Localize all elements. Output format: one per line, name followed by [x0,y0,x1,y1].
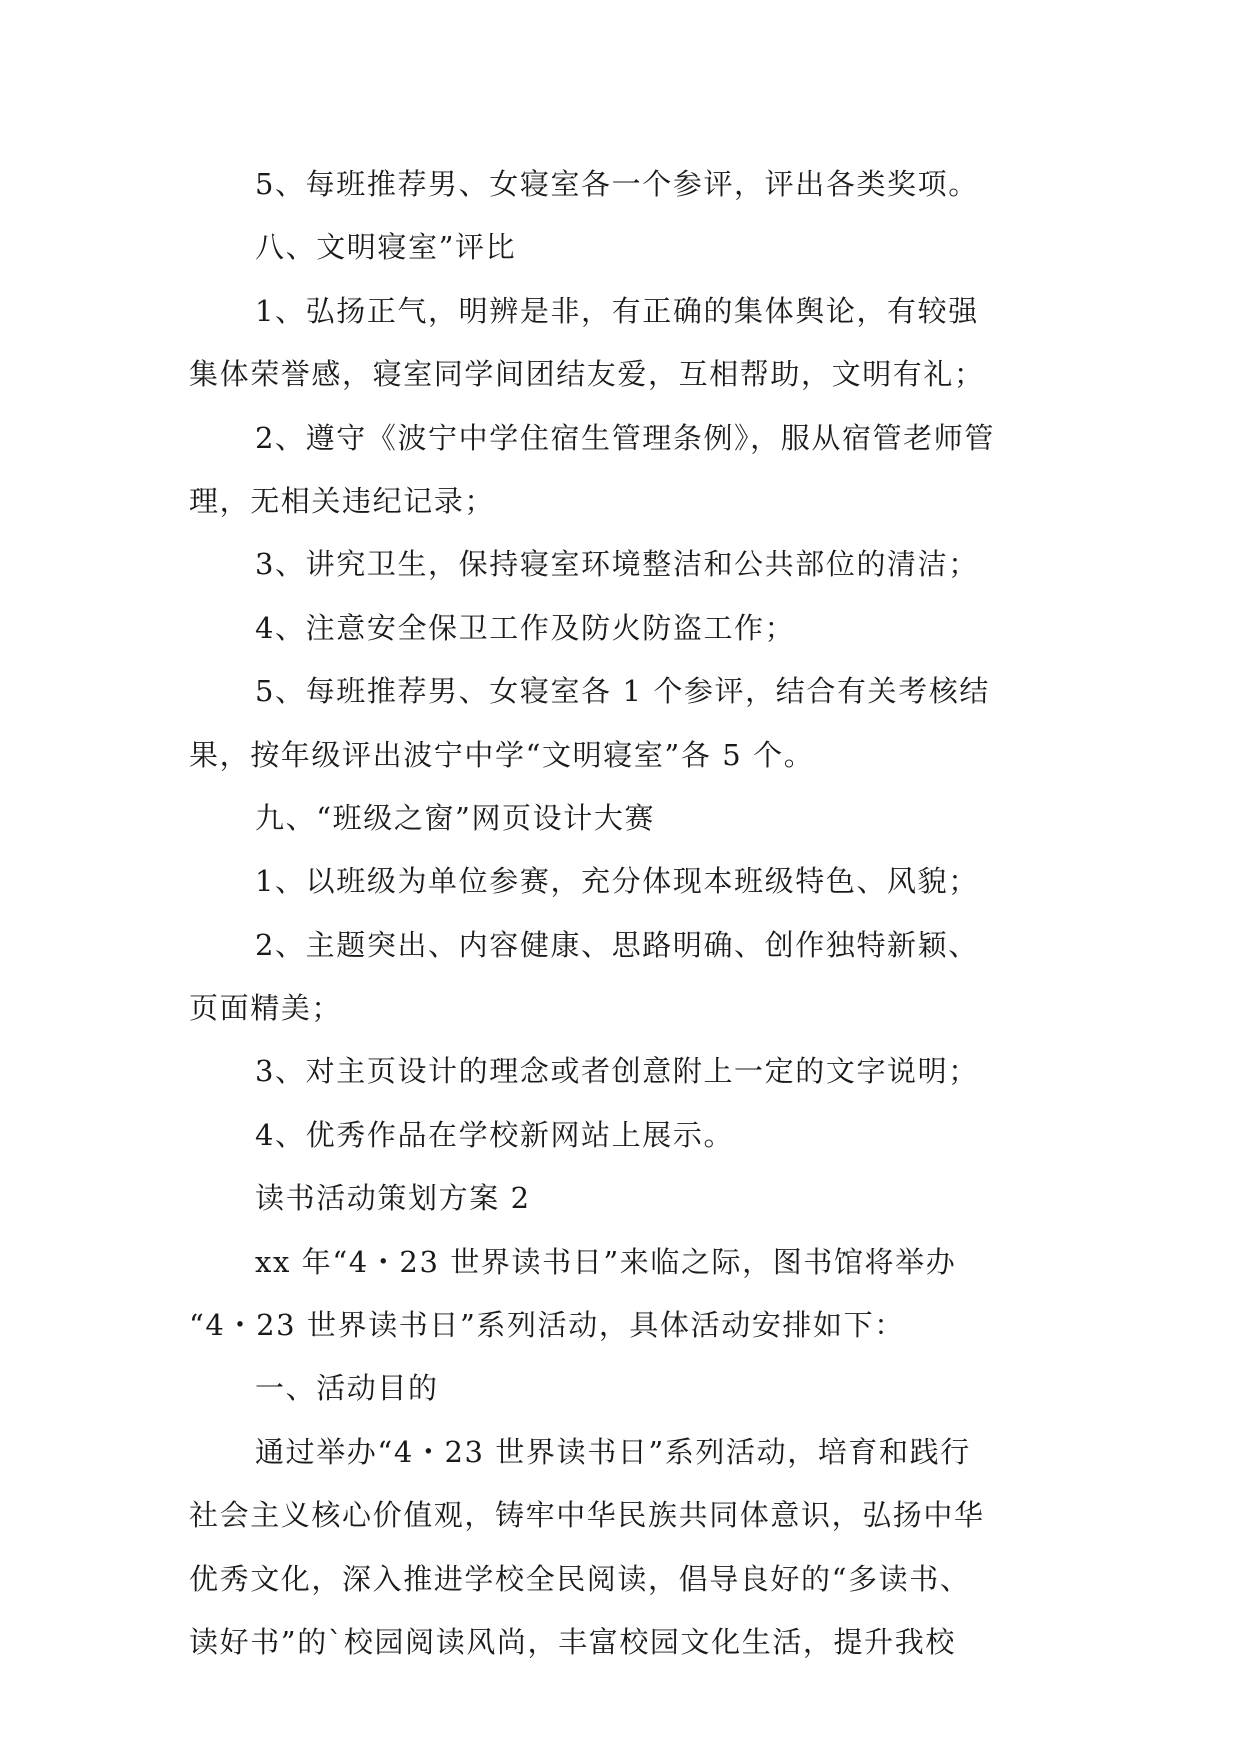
paragraph-line: 3、讲究卫生，保持寝室环境整洁和公共部位的清洁； [255,547,979,582]
paragraph-line: 4、注意安全保卫工作及防火防盗工作； [255,610,796,645]
paragraph-line: 优秀文化，深入推进学校全民阅读，倡导良好的“多读书、 [189,1561,971,1596]
paragraph-line: 2、遵守《波宁中学住宿生管理条例》，服从宿管老师管 [255,420,995,455]
section-heading: 八、文明寝室”评比 [255,230,517,265]
paragraph-line: 1、以班级为单位参赛，充分体现本班级特色、风貌； [255,864,979,899]
section-heading: 一、活动目的 [255,1371,439,1406]
document-subtitle: 读书活动策划方案 2 [255,1181,531,1216]
paragraph-line: 社会主义核心价值观，铸牢中华民族共同体意识，弘扬中华 [189,1498,985,1533]
paragraph-line: 通过举办“4・23 世界读书日”系列活动，培育和践行 [255,1434,971,1469]
section-heading: 九、“班级之窗”网页设计大赛 [255,800,656,835]
paragraph-line: 4、优秀作品在学校新网站上展示。 [255,1117,735,1152]
paragraph-line: 5、每班推荐男、女寝室各一个参评，评出各类奖项。 [255,167,979,201]
paragraph-line: 理，无相关违纪记录； [189,483,496,518]
paragraph-line: 集体荣誉感，寝室同学间团结友爱，互相帮助，文明有礼； [189,357,985,392]
paragraph-line: 读好书”的`校园阅读风尚，丰富校园文化生活，提升我校 [189,1624,956,1659]
document-body [189,153,1055,1674]
paragraph-line: “4・23 世界读书日”系列活动，具体活动安排如下： [189,1308,905,1343]
paragraph-line: 2、主题突出、内容健康、思路明确、创作独特新颖、 [255,927,979,962]
paragraph-line: 1、弘扬正气，明辨是非，有正确的集体舆论，有较强 [255,293,979,328]
paragraph-line: 5、每班推荐男、女寝室各 1 个参评，结合有关考核结 [255,674,990,709]
paragraph-line: 页面精美； [189,991,343,1026]
paragraph-line: xx 年“4・23 世界读书日”来临之际，图书馆将举办 [255,1244,957,1279]
paragraph-line: 果，按年级评出波宁中学“文明寝室”各 5 个。 [189,737,815,772]
paragraph-line: 3、对主页设计的理念或者创意附上一定的文字说明； [255,1054,979,1089]
